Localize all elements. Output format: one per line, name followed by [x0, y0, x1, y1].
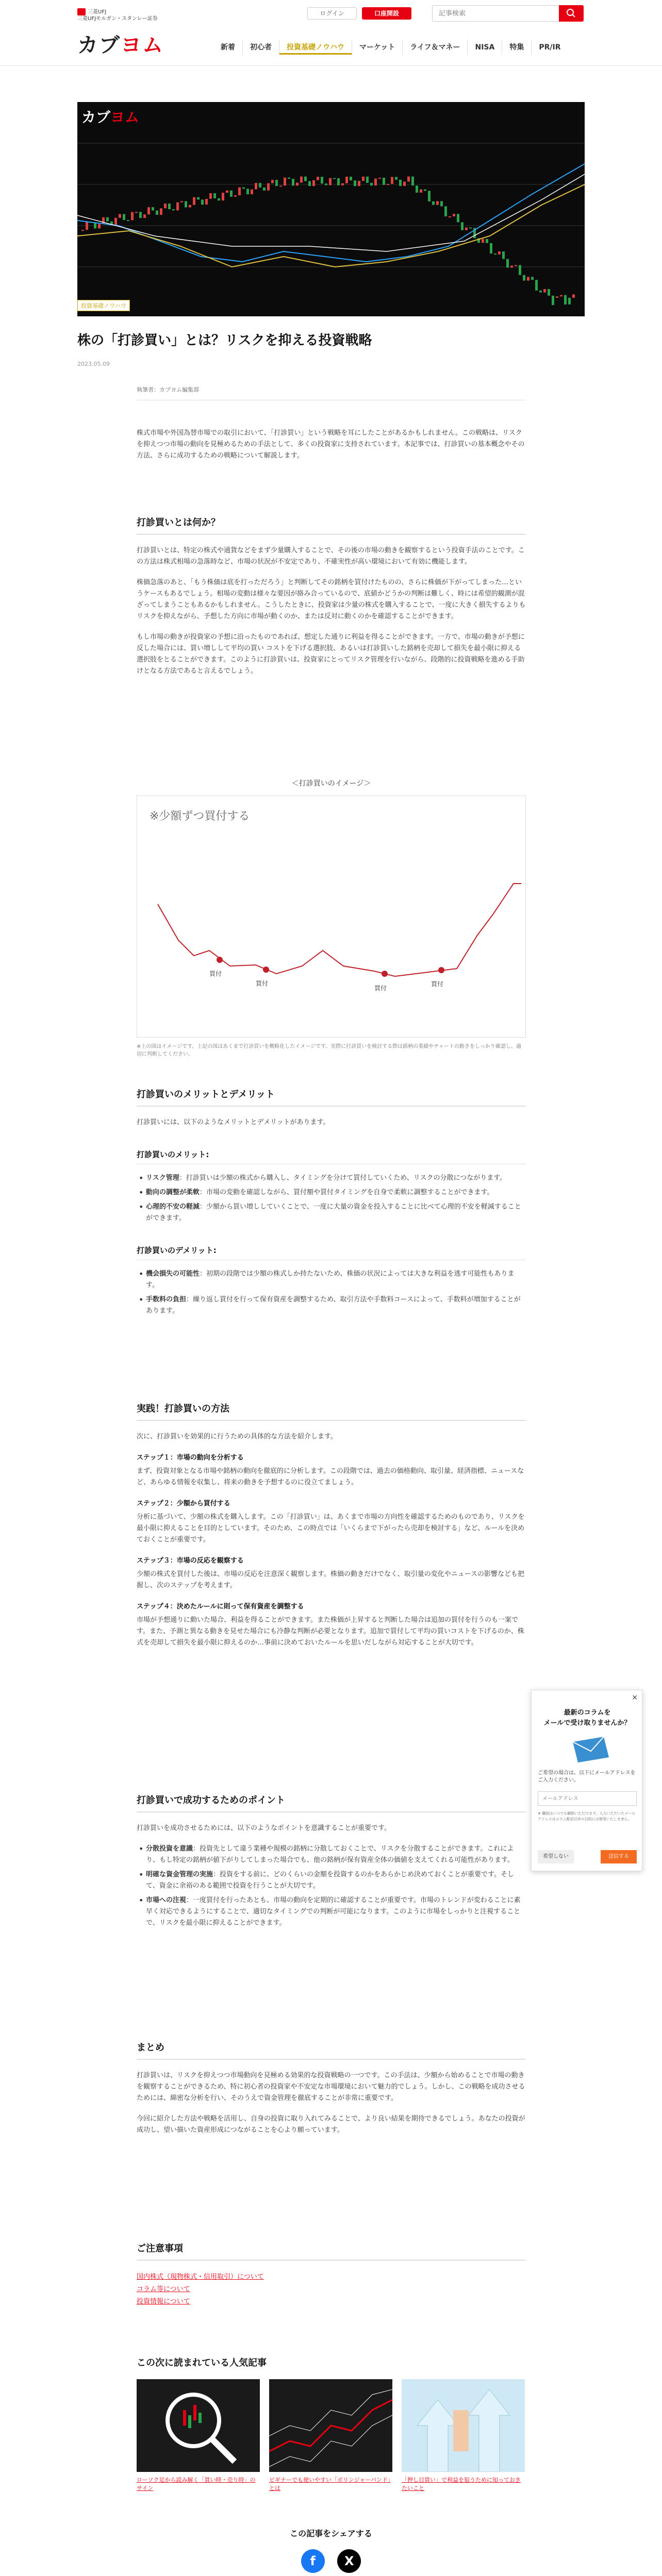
buy-label-1: 買付: [209, 970, 222, 977]
candle: [143, 214, 146, 218]
intro-paragraph: 株式市場や外国為替市場での取引において、「打診買い」という戦略を耳にしたことがあるかもしれません。この戦略は、リスクを抑えつつ市場の動向を見極めるための手法として、多くの投資家に支持されています。本記事では、打診買いの基本概念やその方法、さらに成功するための戦略について解説します。: [137, 429, 525, 460]
candle: [218, 198, 220, 200]
hero-logo-accent: ヨム: [110, 109, 140, 126]
candle: [86, 222, 88, 230]
candle: [147, 207, 150, 214]
buy-label-4: 買付: [431, 980, 444, 988]
list-item: [137, 1843, 526, 1866]
candle: [374, 179, 377, 186]
candle: [222, 193, 224, 200]
candle: [131, 212, 134, 221]
candle: [275, 180, 278, 186]
step-4-text: 市場が予想通りに動いた場合、利益を得ることができます。また株価が上昇すると判断した場合は追加の買付を行うのも一案です。また、予測と異なる動きを見せた場合にも冷静な判断が必要となります。追加で買付して平均の買いコストを下げるのか、株式を売却して損失を最小限に抑えるのか…事前に決めておいたルールを思いだしながら対応することが大切です。: [137, 1616, 524, 1647]
candle: [127, 220, 129, 221]
candle: [424, 190, 426, 191]
candle: [345, 177, 348, 183]
candle: [139, 212, 142, 218]
nav-feature[interactable]: 特集: [502, 40, 532, 55]
candle: [399, 180, 402, 186]
list-item: [137, 1201, 526, 1224]
candle: [164, 204, 167, 208]
hero-logo-main: カブ: [81, 109, 111, 126]
section-2-title: 打診買いのメリットとデメリット: [137, 1087, 526, 1107]
candle: [333, 178, 336, 179]
logo-main: カブ: [77, 33, 121, 57]
candle: [420, 190, 422, 193]
modal-title: [532, 1708, 643, 1728]
demerit-term: 手数料の負担: [146, 1296, 187, 1303]
candle: [189, 205, 191, 208]
candle: [226, 191, 228, 193]
candle: [469, 228, 472, 229]
magnifier-chart-icon: [137, 2379, 260, 2472]
decline-button[interactable]: 希望しない: [538, 1850, 574, 1863]
candle: [114, 218, 117, 225]
candle: [411, 177, 414, 186]
step-1-title: ステップ１：市場の動向を分析する: [137, 1454, 244, 1462]
candle: [502, 251, 505, 259]
candle: [337, 178, 340, 185]
candle: [366, 177, 369, 183]
modal-title-1: 最新のコラムを: [564, 1709, 611, 1717]
merit-text: ：市場の変動を確認しながら、買付額や買付タイミングを自身で柔軟に調整することができます。: [200, 1189, 494, 1196]
candle: [255, 183, 257, 189]
email-field[interactable]: [538, 1791, 637, 1806]
candle: [197, 197, 200, 200]
buy-label-2: 買付: [256, 980, 269, 987]
section-4: [137, 1793, 526, 1938]
section-1-p1: 打診買いとは、特定の株式や通貨などをまず少量購入することで、その後の市場の動きを観察するという投資手法のことです。この方法は株式相場の急落時など、市場の状況が不安定であり、不確実性が高い環境において有効に機能します。: [137, 547, 525, 566]
mufg-logo-icon: [77, 8, 86, 15]
candle: [308, 181, 311, 187]
candle: [263, 188, 266, 191]
candle: [209, 193, 212, 199]
nav-pr-ir[interactable]: PR/IR: [539, 43, 561, 52]
publish-date: 2023.05.09: [77, 361, 110, 367]
candle: [81, 230, 84, 231]
candle: [284, 178, 286, 186]
section-5: [137, 2040, 526, 2145]
section-2: [137, 1087, 526, 1326]
candle: [180, 201, 183, 202]
candle: [160, 208, 162, 215]
candle: [292, 179, 294, 185]
list-item: [137, 1268, 526, 1291]
candle: [444, 206, 447, 216]
author: 執筆者：カブヨム編集部: [137, 386, 199, 393]
step-3-text: 少額の株式を買付した後は、市場の反応を注意深く観察します。株価の動きだけでなく、取引量の変化やニュースの影響なども把握し、次のステップを考えます。: [137, 1570, 525, 1589]
list-item: [137, 1187, 526, 1198]
candle: [259, 183, 261, 188]
candle: [242, 188, 245, 189]
candle: [288, 178, 290, 179]
candle: [341, 183, 344, 185]
candlestick-chart-illustration: [77, 102, 585, 316]
note-link-3[interactable]: 投資情報について: [137, 2298, 190, 2306]
candle: [329, 178, 332, 185]
nav-market[interactable]: マーケット: [352, 40, 403, 55]
section-1-p2: 株価急落のあと、「もう株価は底を打っただろう」と判断してその銘柄を買付けたものの、さらに株価が下がってしまった…というケースもあるでしょう。相場の変動は様々な要因が絡み合っているので、底値かどうかの判断は難しく、時には希望的観測が混ざってしまうこともあるかもしれません。こうしたときに、投資家は少量の株式を購入することで、一度に大きく損失するよりもリスクを抑えながら、予想した方向に市場が動くのか、または反対に動くのかを確認することができます。: [137, 579, 526, 620]
merit-text: ：少額から買い増ししていくことで、一度に大量の資金を投入することに比べて心理的不安を軽減することができます。: [146, 1203, 521, 1222]
buy-point-4: [438, 967, 444, 973]
candle: [370, 183, 373, 185]
newsletter-modal: [531, 1690, 642, 1871]
card-title: ローソク足から読み解く「買い時・売り時」のサイン: [137, 2477, 256, 2492]
share-title: この記事をシェアする: [290, 2529, 372, 2538]
candle: [490, 243, 492, 253]
section-2-intro: 打診買いには、以下のようなメリットとデメリットがあります。: [137, 1118, 330, 1126]
close-icon[interactable]: ×: [632, 1693, 638, 1702]
section-5-p2: 今回に紹介した方法や戦略を活用し、自身の投資に取り入れてみることで、より良い結果を期待できるでしょう。あなたの投資が成功し、望い描いた資産形成につながることを心より願っています。: [137, 2115, 525, 2134]
candle: [267, 183, 270, 191]
candle: [391, 177, 393, 184]
buy-point-1: [217, 957, 223, 963]
modal-small-text: ※ 購読はいつでも解除いただけます。入力いただいたメールアドレスはコラム配信以外の目的には使用いたしません。: [538, 1811, 636, 1821]
candle: [568, 298, 571, 304]
candle: [515, 265, 517, 266]
popular-articles: [137, 2355, 526, 2493]
step-4-title: ステップ４：決めたルールに則って保有資産を調整する: [137, 1603, 304, 1611]
facebook-share-icon[interactable]: f: [301, 2549, 325, 2573]
hero-logo: [81, 106, 139, 127]
note-link-1[interactable]: 国内株式（現物株式・信用取引）について: [137, 2273, 264, 2281]
candle: [230, 191, 233, 197]
candle: [416, 185, 418, 193]
band-chart-icon: [269, 2379, 392, 2472]
merit-text: ：打診買いは少額の株式から購入し、タイミングを分けて買付していくため、リスクの分散につながります。: [179, 1174, 507, 1182]
article-card[interactable]: [402, 2379, 525, 2493]
candle: [321, 177, 323, 183]
nav-basics[interactable]: 投資基礎ノウハウ: [279, 40, 352, 55]
logo-accent: ヨム: [121, 33, 164, 57]
figure-title: ※少額ずつ買付する: [150, 810, 250, 823]
list-item: [137, 1869, 526, 1892]
mail-icon: [532, 1732, 643, 1768]
candle: [482, 239, 484, 243]
candle: [102, 217, 105, 224]
main-nav: [213, 40, 568, 55]
candle: [106, 217, 109, 222]
candle: [535, 280, 538, 291]
candle: [98, 224, 101, 229]
candle: [383, 178, 385, 185]
candle: [325, 183, 327, 185]
candle: [135, 212, 138, 213]
figure: [137, 795, 526, 1038]
section-5-p1: 打診買いは、リスクを抑えつつ市場動向を見極める効果的な投資戦略の一つです。この手法は、少額から始めることで市場の動きを観察することができるため、特に初心者の投資家や不安定な市場環境において魅力的でしょう。しかし、この戦略を成功させるためには、綿密な分析を行い、そのうえで資金管理を徹底することが非常に重要です。: [137, 2072, 525, 2102]
submit-button[interactable]: 送信する: [601, 1850, 637, 1863]
list-item: [137, 1173, 526, 1184]
site-logo[interactable]: [77, 29, 164, 58]
step-1-text: まず、投資対象となる市場や銘柄の動向を徹底的に分析します。この段階では、過去の価格動向、取引量、経済指標、ニュースなど、あらゆる情報を収集し、将来の動きを予想するのに役立てましょう。: [137, 1467, 524, 1486]
candle: [156, 211, 158, 215]
merit-title: 打診買いのメリット:: [137, 1149, 526, 1164]
card-image: [402, 2379, 525, 2472]
note-link-2[interactable]: コラム等について: [137, 2285, 190, 2293]
candle: [407, 177, 410, 182]
merit-term: 心理的不安の軽減: [146, 1203, 200, 1211]
buy-label-3: 買付: [374, 985, 387, 992]
section-3-title: 実践！打診買いの方法: [137, 1401, 526, 1421]
step-2-text: 分析に基づいて、少額の株式を購入します。この「打診買い」は、あくまで市場の方向性を確認するためのものであり、リスクを最小限に抑えることを目的としています。そのため、この時点では「いくらまで下がったら売却を検討する」など、ルールを決めておくことが重要です。: [137, 1513, 525, 1544]
arrow-up-icon: [402, 2379, 525, 2472]
search-button[interactable]: [559, 5, 584, 22]
share-section: [0, 2527, 662, 2573]
candle: [552, 296, 554, 305]
candle: [168, 204, 171, 209]
candle: [531, 277, 534, 280]
notes-title: ご注意事項: [137, 2241, 526, 2261]
section-3: [137, 1401, 526, 1658]
merit-term: 動向の調整が柔軟: [146, 1189, 200, 1196]
candle: [572, 294, 575, 298]
section-1: [137, 515, 526, 686]
candle: [350, 177, 352, 180]
candle: [234, 195, 237, 197]
candle: [279, 185, 282, 187]
candle: [123, 214, 125, 220]
candle: [176, 202, 179, 211]
candle: [486, 239, 488, 243]
candle: [312, 180, 315, 186]
demerit-term: 機会損失の可能性: [146, 1270, 200, 1278]
nav-new[interactable]: 新着: [213, 40, 243, 55]
candle: [317, 177, 319, 180]
candle: [543, 289, 546, 293]
card-title: ビギナーでも使いやすい「ボリンジャーバンド」とは: [269, 2477, 391, 2492]
candle: [395, 177, 398, 179]
candle: [461, 222, 464, 230]
login-button[interactable]: ログイン: [307, 7, 357, 20]
section-5-title: まとめ: [137, 2040, 526, 2060]
buy-point-3: [382, 971, 388, 977]
candle: [436, 201, 439, 205]
candle: [564, 295, 567, 304]
candle: [193, 197, 195, 205]
modal-title-2: メールで受け取りませんか？: [543, 1719, 631, 1727]
brand-small-2: 三菱UFJモルガン・スタンレー証券: [77, 16, 158, 22]
demerit-title: 打診買いのデメリット:: [137, 1245, 526, 1260]
section-4-intro: 打診買いを成功させるためには、以下のようなポイントを意識することが重要です。: [137, 1824, 391, 1832]
candle: [548, 289, 550, 296]
point-text: ：一度買付を行ったあとも、市場の動向を定期的に確認することが重要です。市場のトレンドが変わることに素早く対応できるようにすることで、適切なタイミングでの判断が可能になります。このように市場をしっかりと注視することで、リスクを最小限に抑えることができます。: [146, 1896, 521, 1927]
article-card[interactable]: [269, 2379, 392, 2493]
demerit-text: ：初期の段階では少額の株式しか持たないため、株価の状況によっては大きな利益を逃す可能性もあります。: [146, 1270, 515, 1289]
figure-caption: ＜打診買いのイメージ＞: [291, 779, 371, 788]
candle: [362, 177, 365, 181]
list-item: [137, 1895, 526, 1929]
candle: [119, 214, 121, 217]
card-image: [269, 2379, 392, 2472]
section-1-title: 打診買いとは何か？: [137, 515, 526, 535]
candle: [506, 259, 509, 268]
candle: [539, 291, 542, 293]
candle: [201, 199, 204, 205]
point-text: ：投資先として違う業種や規模の銘柄に分散しておくことで、リスクを分散することができます。これにより、もし特定の銘柄が値下がりしてしまった場合でも、他の銘柄が保有資産全体の価値を支えてくれる可能性があります。: [146, 1845, 514, 1864]
candle: [498, 251, 501, 255]
point-term: 分散投資を意識: [146, 1845, 193, 1853]
candle: [428, 191, 431, 201]
candle: [251, 190, 253, 195]
candle: [300, 177, 303, 183]
point-term: 市場への注視: [146, 1896, 187, 1904]
article-card[interactable]: [137, 2379, 260, 2493]
merit-term: リスク管理: [146, 1174, 179, 1182]
candle: [358, 181, 360, 186]
figure-note: ※上の図はイメージです。上記の図はあくまで打診買いを概略化したイメージです。実際に打診買いを検討する際は銘柄の業績やチャートの動きをしっかり確認し、適切に判断してください。: [137, 1044, 521, 1057]
candle: [556, 296, 558, 298]
article-body: [137, 428, 526, 471]
figure-block: [137, 778, 526, 1058]
site-header: [0, 0, 662, 66]
nav-nisa[interactable]: NISA: [468, 40, 502, 55]
point-text: ：投資をする前に、どのくらいの金額を投資するのかをあらかじめ決めておくことが重要です。そして、資金に余裕のある範囲で投資を行うことが大切です。: [146, 1871, 514, 1890]
buy-point-2: [263, 967, 269, 973]
brand-small-1: 三菱UFJ: [88, 9, 107, 15]
candle: [510, 265, 513, 267]
section-4-title: 打診買いで成功するためのポイント: [137, 1793, 526, 1812]
candle: [271, 180, 274, 183]
candle: [527, 277, 529, 280]
page-title: 株の「打診買い」とは？リスクを抑える投資戦略: [77, 333, 372, 348]
demerit-text: ：繰り返し買付を行って保有資産を調整するため、取引方法や手数料コースによって、手数料が増加することがあります。: [146, 1296, 521, 1315]
modal-text: ご希望の場合は、以下にメールアドレスをご入力ください。: [538, 1770, 636, 1783]
candle: [387, 184, 389, 185]
notes-section: [137, 2241, 526, 2308]
nav-beginner[interactable]: 初心者: [243, 40, 279, 55]
candle: [432, 201, 435, 205]
nav-life-money[interactable]: ライフ＆マネー: [403, 40, 468, 55]
candle: [494, 253, 496, 255]
x-share-icon[interactable]: X: [337, 2549, 361, 2573]
point-term: 明確な資金管理の実施: [146, 1871, 213, 1878]
candle: [246, 189, 249, 194]
popular-title: この次に読まれている人気記事: [137, 2358, 267, 2368]
hero-image: [77, 102, 585, 316]
step-3-title: ステップ３：市場の反応を観察する: [137, 1557, 244, 1565]
card-image: [137, 2379, 260, 2472]
candle: [238, 188, 241, 196]
candle: [304, 177, 307, 181]
candle: [523, 275, 525, 281]
candle: [440, 201, 443, 206]
price-line-illustration: [137, 796, 525, 1037]
candle: [403, 181, 406, 186]
demerit-list: [137, 1268, 526, 1317]
candle: [465, 228, 468, 230]
candle: [185, 201, 187, 207]
step-2-title: ステップ２：少額から買付する: [137, 1500, 230, 1507]
merit-list: [137, 1173, 526, 1224]
section-1-p3: もし市場の動きが投資家の予想に沿ったものであれば、想定した通りに利益を得ることができます。一方で、市場の動きが予想に反した場合には、買い増しして平均の買い コストを下げる選択肢、あるいは打診買いした銘柄を売却して損失を最小限に抑える選択肢をとることができます。このように打診買いは、投資家にとってリスク管理を行いながら、段階的に投資戦略を進める手助けとなる方法であると言えるでしょう。: [137, 633, 525, 675]
candle: [560, 295, 562, 297]
section-3-intro: 次に、打診買いを効果的に行うための具体的な方法を紹介します。: [137, 1433, 337, 1440]
list-item: [137, 1294, 526, 1317]
candle: [152, 207, 154, 210]
candle: [378, 178, 381, 179]
candle: [519, 265, 521, 275]
candle: [449, 216, 451, 217]
open-account-button[interactable]: 口座開設: [362, 7, 411, 20]
candle: [94, 223, 96, 228]
brand-small: [77, 8, 158, 22]
points-list: [137, 1843, 526, 1929]
candle: [296, 182, 299, 185]
search-icon: [559, 5, 584, 22]
category-tag[interactable]: 投資基礎ノウハウ: [77, 300, 130, 311]
candle: [205, 199, 208, 205]
card-title: 「押し目買い」で利益を狙うために知っておきたいこと: [402, 2477, 521, 2492]
candle: [213, 193, 216, 198]
candle: [172, 209, 175, 210]
candle: [457, 214, 459, 222]
candle: [453, 214, 455, 216]
candle: [354, 180, 356, 186]
